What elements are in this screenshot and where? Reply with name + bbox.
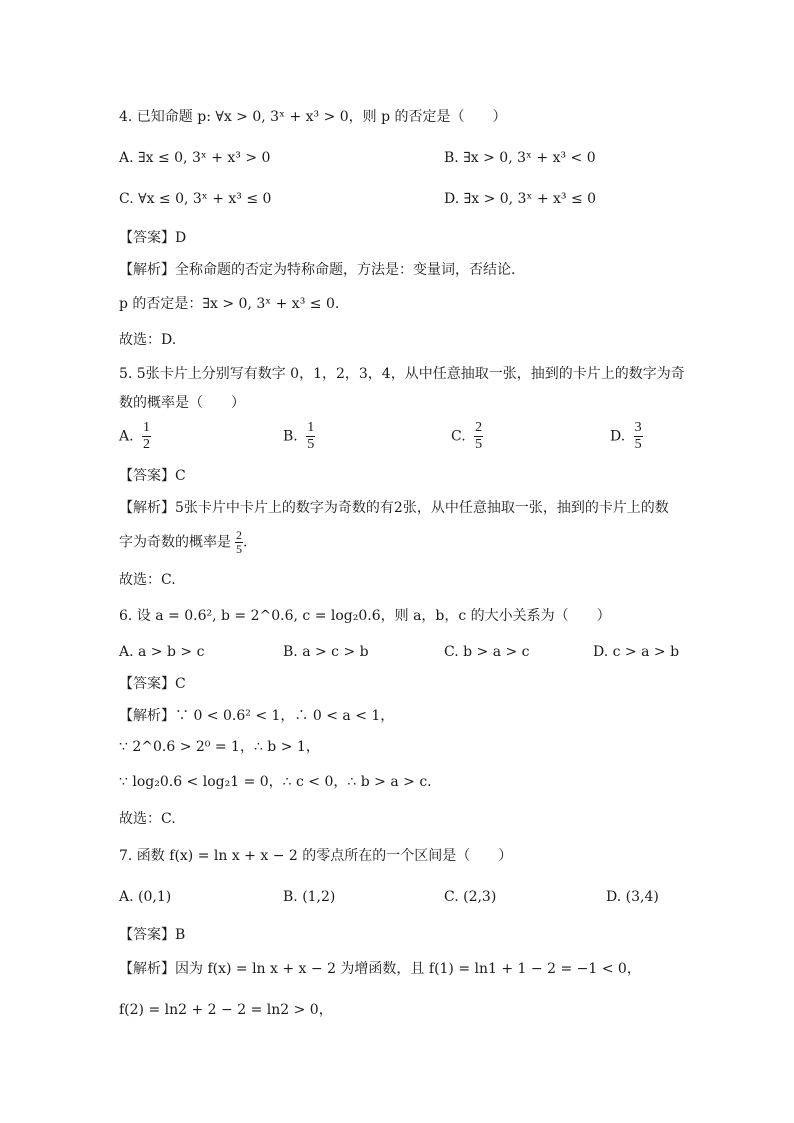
q5-option-b-fraction xyxy=(306,420,315,453)
q5-option-d-numerator: 3 xyxy=(634,420,642,435)
q5-conclusion: 故选：C. xyxy=(119,572,176,588)
q6-analysis-4: 故选：C. xyxy=(119,811,176,827)
q5-option-c xyxy=(451,420,483,453)
q5-option-a-fraction xyxy=(142,420,151,453)
q5-option-b-denominator: 5 xyxy=(307,437,315,452)
q5-stem-line2: 数的概率是（ ） xyxy=(119,395,245,411)
q6-analysis-2: ∵ 2^0.6 > 2⁰ = 1，∴ b > 1， xyxy=(119,739,320,755)
q5-option-c-numerator: 2 xyxy=(475,420,483,435)
q5-analysis-line1: 【解析】5张卡片中卡片上的数字为奇数的有2张，从中任意抽取一张，抽到的卡片上的数 xyxy=(119,500,669,516)
q6-analysis-3: ∵ log₂0.6 < log₂1 = 0，∴ c < 0，∴ b > a > c. xyxy=(119,774,432,790)
q6-answer: 【答案】C xyxy=(119,676,186,692)
q7-option-d: D. (3,4) xyxy=(606,889,659,905)
q7-analysis-2: f(2) = ln2 + 2 − 2 = ln2 > 0， xyxy=(119,1002,333,1018)
q5-option-a-numerator: 1 xyxy=(143,420,151,435)
q4-analysis-1: 【解析】全称命题的否定为特称命题，方法是：变量词，否结论. xyxy=(119,262,516,278)
q4-analysis-3: 故选：D. xyxy=(119,332,177,348)
q4-option-d: D. ∃x > 0, 3ˣ + x³ ≤ 0 xyxy=(444,191,597,207)
q5-option-d xyxy=(610,420,643,453)
q6-stem: 6. 设 a = 0.6², b = 2^0.6, c = log₂0.6，则 a，b，c 的大小关系为（ ） xyxy=(119,608,611,624)
q6-option-c: C. b > a > c xyxy=(444,644,530,660)
q5-analysis-fraction xyxy=(235,529,243,556)
q5-option-d-denominator: 5 xyxy=(634,437,642,452)
q5-answer: 【答案】C xyxy=(119,468,186,484)
q7-option-a: A. (0,1) xyxy=(119,889,172,905)
q5-option-d-fraction xyxy=(634,420,643,453)
q4-analysis-2: p 的否定是：∃x > 0, 3ˣ + x³ ≤ 0. xyxy=(119,296,340,312)
q5-analysis-line2 xyxy=(119,529,247,556)
q5-option-d-letter: D. xyxy=(610,428,626,445)
q7-option-c: C. (2,3) xyxy=(444,889,497,905)
q4-option-c: C. ∀x ≤ 0, 3ˣ + x³ ≤ 0 xyxy=(119,191,272,207)
q5-option-b xyxy=(283,420,315,453)
q6-option-a: A. a > b > c xyxy=(119,644,205,660)
q5-option-a xyxy=(119,420,151,453)
q6-option-b: B. a > c > b xyxy=(283,644,369,660)
q5-analysis-denominator: 5 xyxy=(236,542,242,556)
q5-option-b-letter: B. xyxy=(283,428,298,445)
q5-option-b-numerator: 1 xyxy=(307,420,315,435)
q5-analysis-line2-period: . xyxy=(243,534,248,551)
q5-analysis-numerator: 2 xyxy=(236,528,242,542)
q7-stem: 7. 函数 f(x) = ln x + x − 2 的零点所在的一个区间是（ ） xyxy=(119,848,513,864)
q7-answer: 【答案】B xyxy=(119,927,186,943)
q4-option-b: B. ∃x > 0, 3ˣ + x³ < 0 xyxy=(444,150,596,166)
q5-stem-line1: 5. 5张卡片上分别写有数字 0，1，2，3，4，从中任意抽取一张，抽到的卡片上的数字为奇 xyxy=(119,366,685,382)
q6-option-d: D. c > a > b xyxy=(593,644,680,660)
q5-analysis-line2-text: 字为奇数的概率是 xyxy=(119,534,231,551)
q5-option-a-denominator: 2 xyxy=(143,437,151,452)
q6-analysis-1: 【解析】∵ 0 < 0.6² < 1，∴ 0 < a < 1， xyxy=(119,708,395,724)
q5-option-c-denominator: 5 xyxy=(475,437,483,452)
q5-option-c-letter: C. xyxy=(451,428,466,445)
q7-option-b: B. (1,2) xyxy=(283,889,336,905)
q4-stem: 4. 已知命题 p: ∀x > 0, 3ˣ + x³ > 0，则 p 的否定是（ ） xyxy=(119,109,507,125)
q5-option-c-fraction xyxy=(474,420,483,453)
q7-analysis-1: 【解析】因为 f(x) = ln x + x − 2 为增函数，且 f(1) = ln1 + 1 − 2 = −1 < 0， xyxy=(119,961,641,977)
q4-answer: 【答案】D xyxy=(119,230,187,246)
q4-option-a: A. ∃x ≤ 0, 3ˣ + x³ > 0 xyxy=(119,150,271,166)
q5-option-a-letter: A. xyxy=(119,428,134,445)
